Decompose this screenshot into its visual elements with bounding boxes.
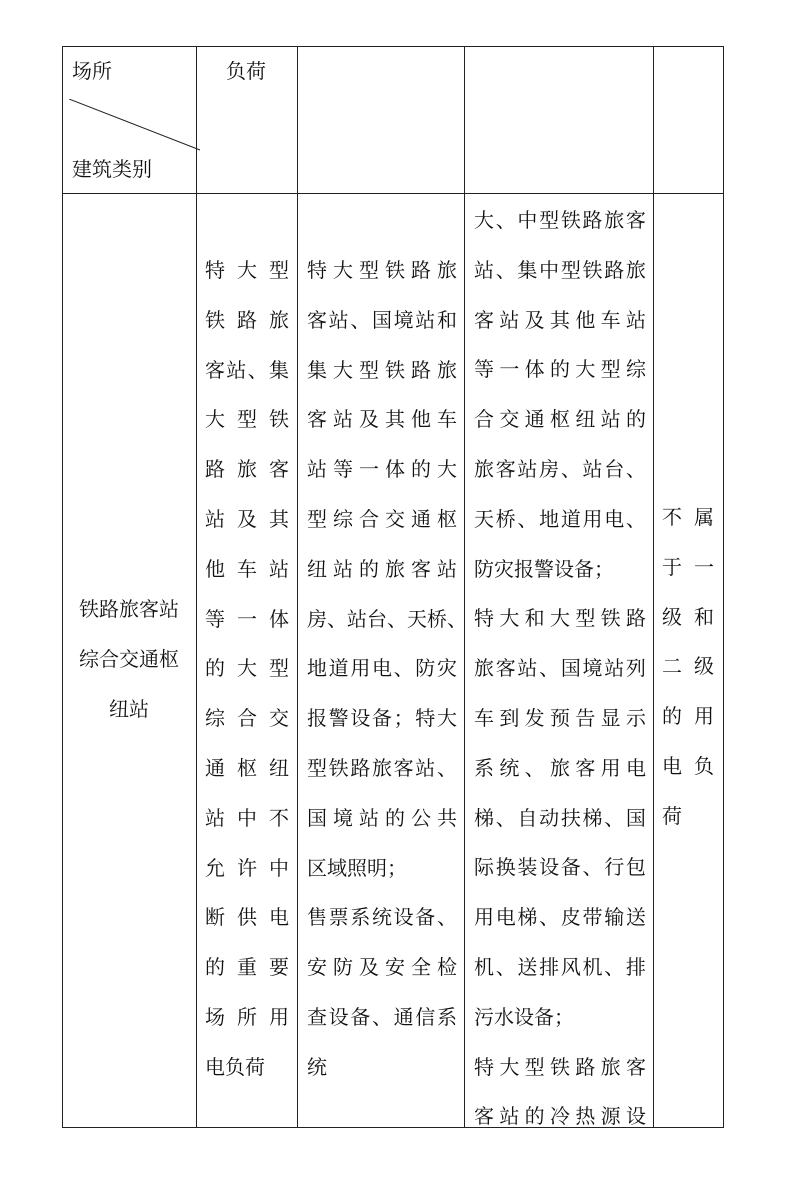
cell-line: 级 和: [662, 604, 714, 629]
cell-line: 综 合 交: [205, 706, 289, 731]
cell-line: 区域照明；: [307, 855, 407, 880]
cell-line: 大 、 中 型 铁 路 旅 客: [474, 208, 646, 232]
cell-line: 客 站 、 国 境 站 和: [307, 307, 457, 332]
cell-line: 用 电 梯 、 皮 带 输 送: [474, 905, 646, 930]
cell-line: 电 负: [662, 753, 714, 778]
cell-line: 地 道 用 电 、 防 灾: [307, 656, 457, 681]
load-classification-table: [62, 46, 724, 1128]
cell-line: 客 站 及 其 他 车 站: [474, 307, 646, 332]
cell-line: 二 级: [662, 654, 714, 679]
cell-line: 报 警 设 备 ； 特 大: [307, 706, 457, 731]
cell-line: 大 型 铁: [205, 407, 289, 432]
cell-line: 铁 路 旅: [205, 307, 289, 332]
cell-line: 合 交 通 枢 纽 站 的: [474, 407, 646, 432]
cell-line: 国 境 站 的 公 共: [307, 805, 457, 830]
cell-line: 允 许 中: [205, 855, 289, 880]
cell-line: 他 车 站: [205, 556, 289, 581]
cell-line: 系 统 、 旅 客 用 电: [474, 755, 646, 780]
cell-line: 电负荷: [205, 1054, 265, 1079]
cell-line: 站 中 不: [205, 805, 289, 830]
cell-line: 路 旅 客: [205, 457, 289, 482]
cell-line: 车 到 发 预 告 显 示: [474, 705, 646, 730]
cell-line: 集 大 型 铁 路 旅: [307, 357, 457, 382]
cell-line: 的 大 型: [205, 656, 289, 681]
cell-line: 型 铁 路 旅 客 站 、: [307, 755, 457, 780]
cell-line: 于 一: [662, 554, 714, 579]
cell-line: 房 、 站 台 、 天 桥 、: [307, 606, 467, 631]
cell-line: 等 一 体: [205, 606, 289, 631]
cell-line: 污水设备；: [474, 1004, 574, 1029]
cell-line: 站 等 一 体 的 大: [307, 457, 457, 482]
column-divider-1: [196, 46, 197, 1128]
category-line: 铁路旅客站: [79, 597, 179, 621]
header-divider: [62, 193, 724, 194]
first-level-load-cell: [307, 246, 467, 1093]
header-corner-place: 场所: [72, 59, 112, 83]
second-level-load-cell: [474, 196, 646, 1142]
cell-line: 站 及 其: [205, 506, 289, 531]
cell-line: 场 所 用: [205, 1004, 289, 1029]
cell-line: 售 票 系 统 设 备 、: [307, 905, 457, 930]
cell-line: 的 用: [662, 704, 714, 729]
column-divider-3: [464, 46, 465, 1128]
table-border-right: [723, 46, 724, 1128]
cell-line: 客 站 的 冷 热 源 设: [474, 1104, 646, 1129]
cell-line: 型 综 合 交 通 枢: [307, 506, 457, 531]
cell-line: 的 重 要: [205, 955, 289, 980]
cell-line: 断 供 电: [205, 905, 289, 930]
cell-line: 旅 客 站 、 国 境 站 列: [474, 656, 646, 681]
category-line: 纽站: [109, 697, 149, 721]
cell-line: 特 大 型 铁 路 旅: [307, 258, 457, 282]
cell-line: 旅 客 站 房 、 站 台 、: [474, 456, 646, 481]
cell-line: 不 属: [662, 505, 714, 529]
header-corner-building-type: 建筑类别: [72, 157, 152, 181]
cell-line: 统: [307, 1054, 327, 1079]
cell-line: 天 桥 、 地 道 用 电 、: [474, 506, 646, 531]
header-load: 负荷: [226, 59, 266, 83]
cell-line: 防灾报警设备；: [474, 556, 614, 581]
cell-line: 梯 、 自 动 扶 梯 、 国: [474, 805, 646, 830]
cell-line: 客 站 、 集: [205, 357, 289, 382]
cell-line: 特 大 型 铁 路 旅 客: [474, 1054, 646, 1079]
third-level-load-cell: [662, 493, 714, 842]
cell-line: 荷: [662, 803, 682, 828]
column-divider-2: [297, 46, 298, 1128]
category-line: 综合交通枢: [79, 647, 179, 671]
cell-line: 查 设 备 、 通 信 系: [307, 1004, 457, 1029]
cell-line: 通 枢 纽: [205, 755, 289, 780]
table-border-top: [62, 46, 724, 47]
cell-line: 站 、 集 中 型 铁 路 旅: [474, 257, 646, 282]
cell-line: 等 一 体 的 大 型 综: [474, 357, 646, 382]
cell-line: 安 防 及 安 全 检: [307, 955, 457, 980]
cell-line: 特 大 型: [205, 258, 289, 282]
category-cell: [62, 584, 196, 734]
cell-line: 特 大 和 大 型 铁 路: [474, 606, 646, 631]
cell-line: 际 换 装 设 备 、 行 包: [474, 855, 646, 880]
column-divider-4: [653, 46, 654, 1128]
load-level-cell: [205, 246, 289, 1093]
cell-line: 机 、 送 排 风 机 、 排: [474, 954, 646, 979]
cell-line: 客 站 及 其 他 车: [307, 407, 457, 432]
cell-line: 纽 站 的 旅 客 站: [307, 556, 457, 581]
